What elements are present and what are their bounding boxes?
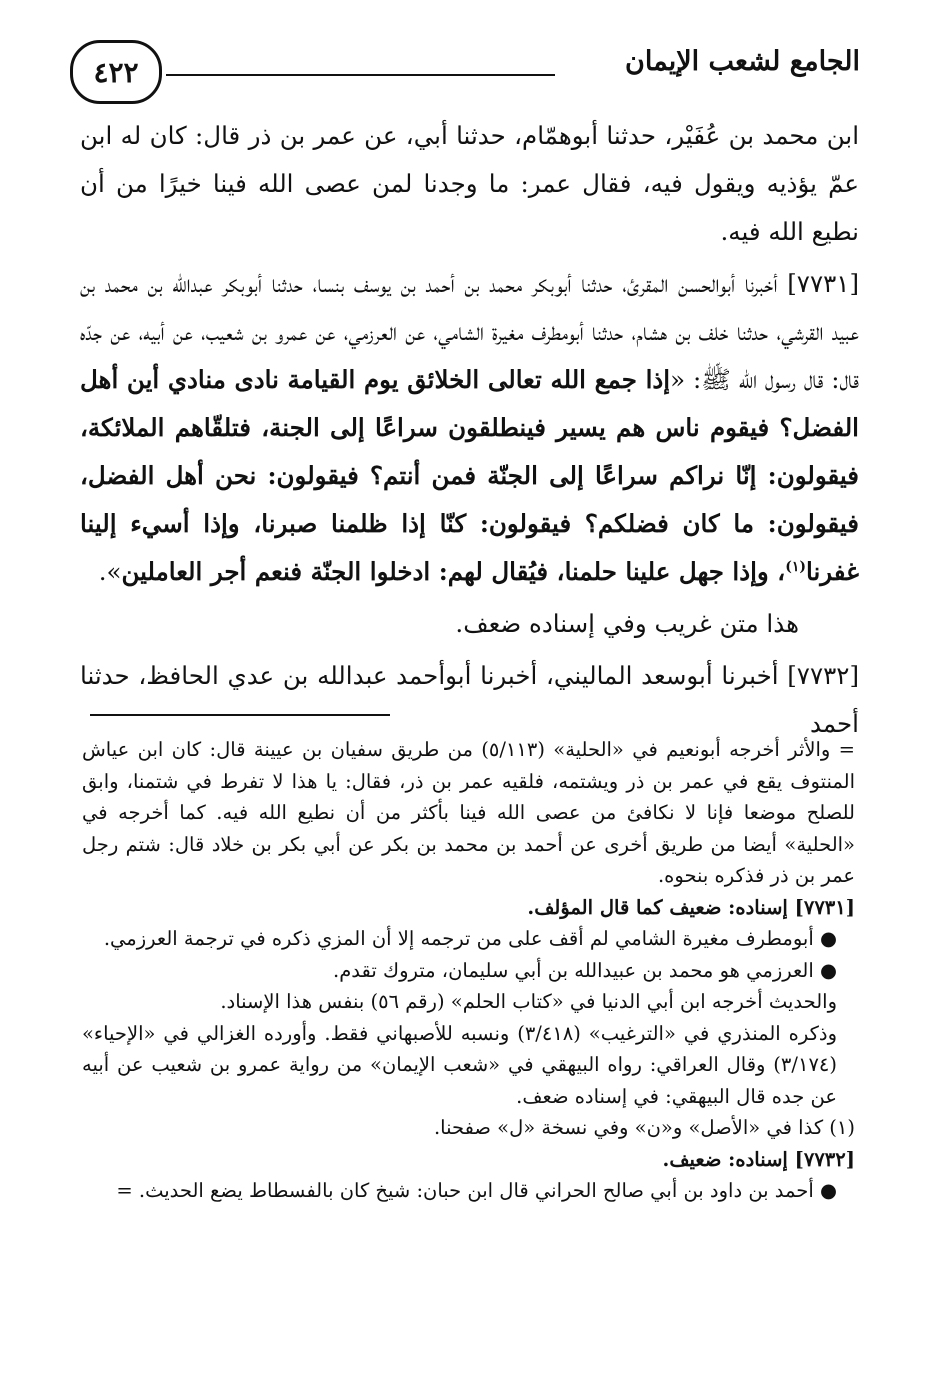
footnote-divider xyxy=(90,714,390,716)
footnotes xyxy=(82,734,855,1207)
isnad-text: [٧٧٣١] أخبرنا أبوالحسن المقرئ، حدثنا أبوبكر محمد بن أحمد بن يوسف بنسا، حدثنا أبوبكر عبدالله بن محمد بن عبيد القرشي، حدثنا خلف بن هشام، حدثنا أبومطرف مغيرة الشامي، عن العرزمي، عن عمرو بن شعيب، عن أبيه، عن جدّه قال: قال رسول الله ﷺ: « xyxy=(80,269,859,394)
hadith-7732: [٧٧٣٢] أخبرنا أبوسعد الماليني، أخبرنا أبوأحمد عبدالله بن عدي الحافظ، حدثنا أحمد xyxy=(80,661,859,738)
footnote-marker: (١) xyxy=(785,558,806,575)
running-title: الجامع لشعب الإيمان xyxy=(625,46,860,77)
footnote-bullet: ● أبومطرف مغيرة الشامي لم أقف على من ترجمه إلا أن المزي ذكره في ترجمة العرزمي. xyxy=(103,927,837,950)
footnote-7731-grade: [٧٧٣١] إسناده: ضعيف كما قال المؤلف. xyxy=(527,895,855,919)
footnote-continued: = والأثر أخرجه أبونعيم في «الحلية» (٥/١١٣) من طريق سفيان بن عيينة قال: كان ابن عياش المنتوف يقع في عمر بن ذر ويشتمه، فلقيه عمر بن ذر، فقال: يا هذا لا تفرط في شتمنا، وابق للصلح موضعا فإنا لا نكافئ من عصى الله فينا بأكثر من أن نطيع الله فيه. كما أخرجه في «الحلية» أيضا من طريق أخرى عن أحمد بن محمد بن بكر عن أبي بكر بن خلاد قال: شتم رجل عمر بن ذر فذكره بنحوه. xyxy=(82,738,856,887)
hadith-matn-cont: ، وإذا جهل علينا حلمنا، فيُقال لهم: ادخلوا الجنّة فنعم أجر العاملين xyxy=(121,557,786,586)
footnote-1: (١) كذا في «الأصل» و«ن» وفي نسخة «ل» صفحنا. xyxy=(433,1116,855,1139)
footnote-bullet: ● أحمد بن داود بن أبي صالح الحراني قال ابن حبان: شيخ كان بالفسطاط يضع الحديث. = xyxy=(116,1179,837,1202)
footnote-text: وذكره المنذري في «الترغيب» (٣/٤١٨) ونسبه للأصبهاني فقط. وأورده الغزالي في «الإحياء» (٣/١٧٤) وقال العراقي: رواه البيهقي في «شعب الإيمان» من رواية عمرو بن شعيب عن أبيه عن جده قال البيهقي: في إسناده ضعف. xyxy=(82,1021,837,1108)
main-text xyxy=(80,112,859,748)
header-rule xyxy=(166,74,555,76)
paragraph-continued: ابن محمد بن عُفَيْر، حدثنا أبوهمّام، حدثنا أبي، عن عمر بن ذر قال: كان له ابن عمّ يؤذيه ويقول فيه، فقال عمر: ما وجدنا لمن عصى الله فينا خيرًا من أن نطيع الله فيه. xyxy=(80,121,859,246)
page-header xyxy=(70,38,860,104)
page-number: ٤٢٢ xyxy=(70,40,162,104)
author-comment: هذا متن غريب وفي إسناده ضعف. xyxy=(455,609,799,638)
footnote-7732-grade: [٧٧٣٢] إسناده: ضعيف. xyxy=(662,1147,855,1171)
footnote-bullet: ● العرزمي هو محمد بن عبيدالله بن أبي سليمان، متروك تقدم. xyxy=(333,958,837,982)
hadith-7731 xyxy=(80,260,859,596)
footnote-text: والحديث أخرجه ابن أبي الدنيا في «كتاب الحلم» (رقم ٥٦) بنفس هذا الإسناد. xyxy=(220,990,837,1013)
quote-close: ». xyxy=(98,557,122,586)
hadith-matn: إذا جمع الله تعالى الخلائق يوم القيامة نادى منادي أين أهل الفضل؟ فيقوم ناس هم يسير فينطلقون سراعًا إلى الجنة، فتلقّاهم الملائكة، فيقولون: إنّا نراكم سراعًا إلى الجنّة فمن أنتم؟ فيقولون: نحن أهل الفضل، فيقولون: ما كان فضلكم؟ فيقولون: كنّا إذا ظلمنا صبرنا، وإذا أسيء إلينا غفرنا xyxy=(80,365,859,586)
